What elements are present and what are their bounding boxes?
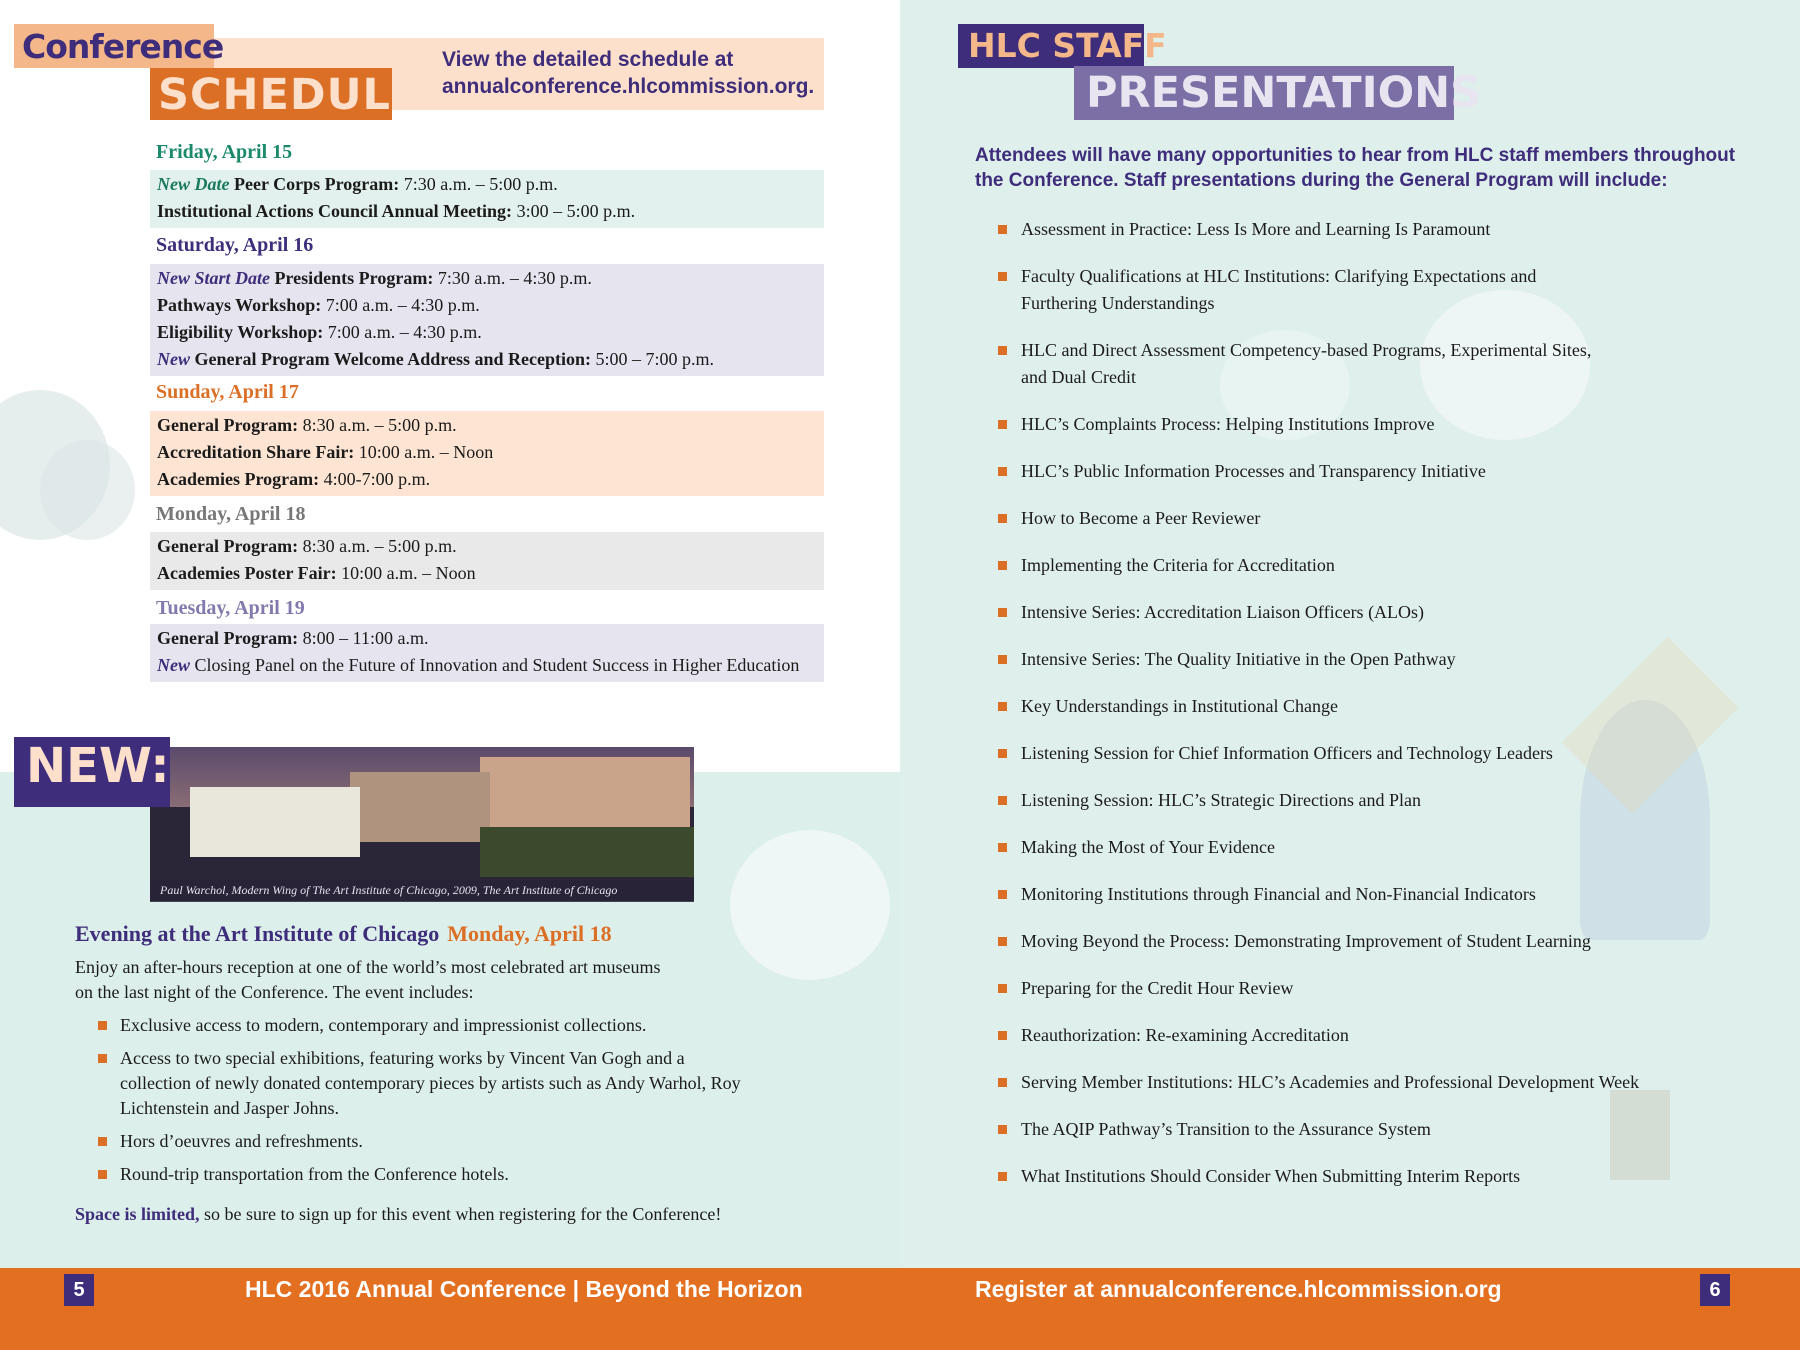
- presentation-text: HLC and Direct Assessment Competency-based Programs, Experimental Sites, and Dual Credit: [1021, 340, 1592, 387]
- presentation-item: [998, 834, 1738, 861]
- bullet-icon: [998, 796, 1007, 805]
- presentation-text: Serving Member Institutions: HLC’s Academies and Professional Development Week: [1021, 1072, 1640, 1092]
- item-time: 8:30 a.m. – 5:00 p.m.: [302, 536, 457, 556]
- footer-register-link[interactable]: Register at annualconference.hlcommission.org: [975, 1276, 1502, 1302]
- bullet-icon: [998, 608, 1007, 617]
- list-item-text: Round-trip transportation from the Conference hotels.: [120, 1164, 509, 1184]
- schedule-label: SCHEDULE: [158, 70, 422, 120]
- schedule-item: [150, 625, 824, 652]
- new-tag: New: [157, 349, 190, 369]
- list-item: [98, 1013, 758, 1038]
- bullet-icon: [998, 702, 1007, 711]
- bullet-icon: [998, 843, 1007, 852]
- presentation-text: Listening Session: HLC’s Strategic Directions and Plan: [1021, 790, 1421, 810]
- new-badge: NEW:: [26, 738, 170, 794]
- item-time: Closing Panel on the Future of Innovation and Student Success in Higher Education: [194, 655, 800, 675]
- new-tag: New Start Date: [157, 268, 271, 288]
- item-time: 5:00 – 7:00 p.m.: [595, 349, 714, 369]
- hlc-staff-label: HLC STAFF: [968, 26, 1167, 65]
- presentation-text: Monitoring Institutions through Financial and Non-Financial Indicators: [1021, 884, 1536, 904]
- cloud-decoration: [40, 440, 135, 540]
- schedule-item: [150, 652, 824, 679]
- item-time: 7:00 a.m. – 4:30 p.m.: [325, 295, 480, 315]
- item-name: Institutional Actions Council Annual Meeting:: [157, 201, 513, 221]
- photo-building: [480, 757, 690, 837]
- list-item-text: Access to two special exhibitions, featuring works by Vincent Van Gogh and a collection of newly donated contemporary pieces by artists such as Andy Warhol, Roy Lichtenstein and Jasper Johns.: [120, 1048, 741, 1118]
- bullet-icon: [998, 1172, 1007, 1181]
- presentation-item: [998, 263, 1598, 317]
- cloud-decoration: [730, 830, 890, 980]
- schedule-link-line2[interactable]: annualconference.hlcommission.org.: [442, 75, 815, 98]
- presentation-item: [998, 599, 1738, 626]
- bullet-icon: [98, 1137, 107, 1146]
- presentation-text: Key Understandings in Institutional Change: [1021, 696, 1338, 716]
- schedule-item: [150, 292, 824, 319]
- presentation-text: Faculty Qualifications at HLC Institutions: Clarifying Expectations and Furthering Understandings: [1021, 266, 1537, 313]
- bullet-icon: [998, 225, 1007, 234]
- list-item-text: Hors d’oeuvres and refreshments.: [120, 1131, 363, 1151]
- day-block: [150, 411, 824, 496]
- bullet-icon: [98, 1170, 107, 1179]
- schedule-link-text[interactable]: [442, 46, 822, 100]
- evening-date: Monday, April 18: [447, 921, 612, 946]
- schedule-link-line1: View the detailed schedule at: [442, 48, 734, 71]
- presentation-item: [998, 411, 1738, 438]
- new-tag: New: [157, 655, 190, 675]
- presentation-text: Making the Most of Your Evidence: [1021, 837, 1275, 857]
- photo-building: [350, 772, 490, 842]
- conference-label: Conference: [22, 27, 224, 66]
- presentation-item: [998, 1069, 1738, 1096]
- item-name: General Program Welcome Address and Reception:: [194, 349, 591, 369]
- bullet-icon: [98, 1054, 107, 1063]
- presentation-item: [998, 552, 1738, 579]
- list-item-text: Exclusive access to modern, contemporary and impressionist collections.: [120, 1015, 647, 1035]
- bullet-icon: [998, 272, 1007, 281]
- page-number-right: 6: [1700, 1274, 1730, 1306]
- bullet-icon: [998, 1031, 1007, 1040]
- bullet-icon: [998, 346, 1007, 355]
- evening-intro: Enjoy an after-hours reception at one of the world’s most celebrated art museums on the last night of the Conference. The event includes:: [75, 957, 661, 1002]
- item-time: 7:30 a.m. – 4:30 p.m.: [437, 268, 592, 288]
- item-time: 7:30 a.m. – 5:00 p.m.: [403, 174, 558, 194]
- bullet-icon: [998, 561, 1007, 570]
- presentation-item: [998, 928, 1738, 955]
- presentation-item: [998, 458, 1738, 485]
- presentation-text: Implementing the Criteria for Accreditation: [1021, 555, 1335, 575]
- presentations-intro: Attendees will have many opportunities to hear from HLC staff members throughout the Conference. Staff presentations during the General Program will include:: [975, 145, 1736, 191]
- item-time: 8:00 – 11:00 a.m.: [302, 628, 429, 648]
- presentation-item: [998, 1163, 1738, 1190]
- presentation-text: Assessment in Practice: Less Is More and Learning Is Paramount: [1021, 219, 1491, 239]
- item-name: Eligibility Workshop:: [157, 322, 324, 342]
- item-time: 10:00 a.m. – Noon: [358, 442, 494, 462]
- presentation-text: Preparing for the Credit Hour Review: [1021, 978, 1294, 998]
- presentation-item: [998, 1022, 1738, 1049]
- presentation-item: [998, 740, 1738, 767]
- list-item: [98, 1129, 758, 1154]
- schedule-item: [150, 560, 824, 587]
- item-name: Accreditation Share Fair:: [157, 442, 355, 462]
- presentation-text: How to Become a Peer Reviewer: [1021, 508, 1261, 528]
- schedule-item: [150, 198, 824, 225]
- presentation-item: [998, 881, 1738, 908]
- space-limited-bold: Space is limited,: [75, 1204, 200, 1224]
- presentation-text: The AQIP Pathway’s Transition to the Assurance System: [1021, 1119, 1431, 1139]
- item-name: Presidents Program:: [274, 268, 434, 288]
- day-heading: Saturday, April 16: [156, 234, 314, 256]
- space-limited-rest: so be sure to sign up for this event when registering for the Conference!: [199, 1204, 722, 1224]
- day-heading: Tuesday, April 19: [156, 597, 305, 619]
- schedule-item: [150, 346, 824, 373]
- item-name: Peer Corps Program:: [233, 174, 400, 194]
- item-name: General Program:: [157, 628, 299, 648]
- evening-title-text: Evening at the Art Institute of Chicago: [75, 921, 440, 946]
- presentation-text: Intensive Series: Accreditation Liaison Officers (ALOs): [1021, 602, 1425, 622]
- evening-title: [75, 921, 612, 947]
- bullet-icon: [998, 984, 1007, 993]
- presentation-item: [998, 787, 1738, 814]
- bullet-icon: [998, 1078, 1007, 1087]
- bullet-icon: [98, 1021, 107, 1030]
- schedule-item: [150, 439, 824, 466]
- day-heading: Friday, April 15: [156, 141, 293, 163]
- item-time: 10:00 a.m. – Noon: [341, 563, 476, 583]
- schedule-item: [150, 265, 824, 292]
- item-name: Academies Poster Fair:: [157, 563, 337, 583]
- bullet-icon: [998, 420, 1007, 429]
- presentation-item: [998, 505, 1738, 532]
- list-item: [98, 1046, 758, 1121]
- presentation-text: Intensive Series: The Quality Initiative in the Open Pathway: [1021, 649, 1456, 669]
- day-block: [150, 170, 824, 228]
- schedule-item: [150, 319, 824, 346]
- presentation-item: [998, 1116, 1738, 1143]
- item-time: 3:00 – 5:00 p.m.: [516, 201, 636, 221]
- presentation-item: [998, 337, 1598, 391]
- bullet-icon: [998, 655, 1007, 664]
- item-time: 8:30 a.m. – 5:00 p.m.: [302, 415, 457, 435]
- presentation-item: [998, 693, 1738, 720]
- presentations-label: PRESENTATIONS: [1086, 68, 1482, 118]
- new-tag: New Date: [157, 174, 230, 194]
- evening-list: [98, 1013, 758, 1195]
- footer-left-text: HLC 2016 Annual Conference | Beyond the Horizon: [245, 1276, 803, 1302]
- presentation-text: What Institutions Should Consider When Submitting Interim Reports: [1021, 1166, 1521, 1186]
- list-item: [98, 1162, 758, 1187]
- item-name: General Program:: [157, 415, 299, 435]
- presentation-text: Reauthorization: Re-examining Accreditation: [1021, 1025, 1349, 1045]
- page-number-left: 5: [64, 1274, 94, 1306]
- day-heading: Monday, April 18: [156, 503, 306, 525]
- photo-modern-wing: [190, 787, 360, 857]
- presentation-item: [998, 646, 1738, 673]
- schedule-item: [150, 466, 824, 493]
- bullet-icon: [998, 1125, 1007, 1134]
- day-block: [150, 264, 824, 376]
- item-name: General Program:: [157, 536, 299, 556]
- presentation-item: [998, 975, 1738, 1002]
- photo-caption: Paul Warchol, Modern Wing of The Art Institute of Chicago, 2009, The Art Institute of Chicago: [150, 880, 694, 902]
- presentation-text: HLC’s Complaints Process: Helping Institutions Improve: [1021, 414, 1435, 434]
- item-time: 7:00 a.m. – 4:30 p.m.: [327, 322, 482, 342]
- day-heading: Sunday, April 17: [156, 381, 299, 403]
- schedule-item: [150, 533, 824, 560]
- art-institute-photo: [150, 747, 694, 901]
- bullet-icon: [998, 467, 1007, 476]
- bullet-icon: [998, 749, 1007, 758]
- item-time: 4:00-7:00 p.m.: [323, 469, 431, 489]
- bullet-icon: [998, 937, 1007, 946]
- day-block: [150, 532, 824, 590]
- bullet-icon: [998, 514, 1007, 523]
- bullet-icon: [998, 890, 1007, 899]
- day-block: [150, 624, 824, 682]
- item-name: Pathways Workshop:: [157, 295, 322, 315]
- space-limited-note: [75, 1204, 721, 1225]
- presentation-text: Moving Beyond the Process: Demonstrating Improvement of Student Learning: [1021, 931, 1591, 951]
- photo-trees: [480, 827, 694, 877]
- presentation-text: HLC’s Public Information Processes and Transparency Initiative: [1021, 461, 1486, 481]
- presentations-list: [998, 216, 1738, 1210]
- presentation-text: Listening Session for Chief Information Officers and Technology Leaders: [1021, 743, 1553, 763]
- item-name: Academies Program:: [157, 469, 320, 489]
- presentation-item: [998, 216, 1738, 243]
- schedule-item: [150, 171, 824, 198]
- schedule-item: [150, 412, 824, 439]
